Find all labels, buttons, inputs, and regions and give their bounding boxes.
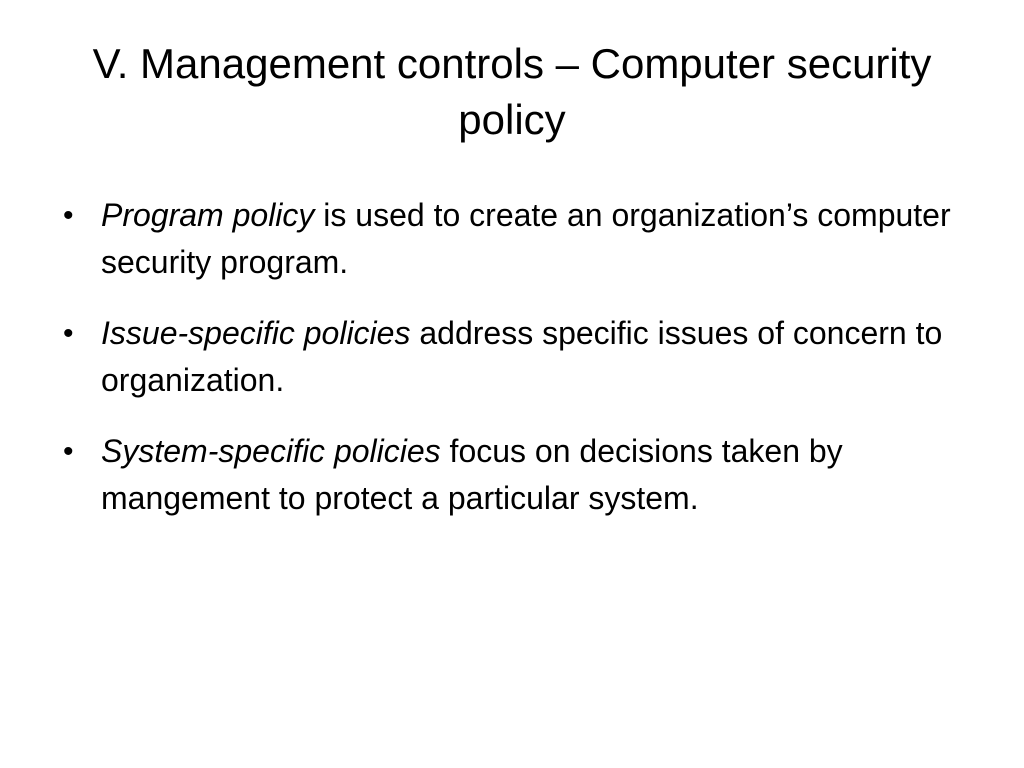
bullet-text: address specific issues of concern to organization.: [101, 315, 943, 398]
slide-title: V. Management controls – Computer security policy: [92, 40, 932, 143]
bullet-text: is used to create an organization’s computer security program.: [101, 197, 951, 280]
bullet-dot-icon: •: [63, 435, 74, 468]
bullet-term: Issue-specific policies: [101, 315, 411, 351]
bullet-list: [60, 192, 970, 546]
bullet-dot-icon: •: [63, 199, 74, 232]
bullet-term: System-specific policies: [101, 433, 441, 469]
bullet-item: [60, 310, 970, 404]
bullet-item: [60, 192, 970, 286]
bullet-dot-icon: •: [63, 317, 74, 350]
bullet-term: Program policy: [101, 197, 315, 233]
bullet-item: [60, 428, 970, 522]
bullet-text: focus on decisions taken by mangement to protect a particular system.: [101, 433, 843, 516]
